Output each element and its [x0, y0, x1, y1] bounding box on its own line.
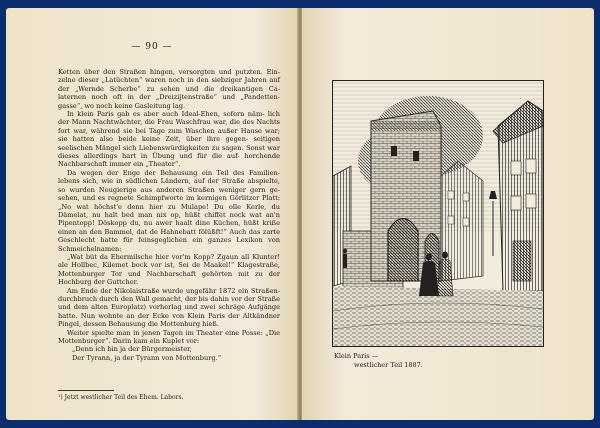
page-number: — 90 —	[131, 42, 173, 52]
street-scene-illustration	[332, 80, 544, 347]
paragraph: In klein Paris gab es aber auch Ideal-Ehen, sofern näm- lich der Mann Nachtwächter, die Frau Waschfrau war, die des Nachts fort war, während sie bei Tage zum Waschen außer Hause war; sie hatten also beide keine Zeit, über ihre gegen- seitigen seelischen Mängel sich Liebenswürdigkeiten zu sagen. Sonst war dieses allerdings hart in Übung und für die auf- horchende Nachbarschaft immer ein „Theater“.	[58, 110, 280, 169]
footnote: ¹) Jetzt westlicher Teil des Ehem. Labors.	[58, 394, 184, 401]
verse-line: „Denn ich bin ja der Bürgermeister,	[72, 345, 192, 354]
illustration-caption	[334, 352, 423, 369]
paragraph: Da wegen der Enge der Behausung ein Teil des Familien- lebens sich, wie in südlichen Ländern, auf der Straße abspielte, so wurden Neugierige aus anderen Straßen weniger gern ge- sehen, und es regnete Schimpfworte im kernigen Görlitzer Platt: „No wat höchst'e denn hier zu Mulape! Du olle Kerle, du Dämelat, nu halt bed man nix op, hüßt chiffet nock wat an'n Pipentopp! Döskopp du, nu awer haalt dine Küchen, hüßt kriße einen an den Bammel, dat de Hahnebatt fölüßft!“ Auch das zarte Geschlecht hatte für feinsgeglichen ein ganzes Lexikon von Schmeichelnamen:	[58, 168, 280, 253]
caption-line: westlicher Teil 1887.	[354, 360, 423, 369]
paragraph: Ketten über den Straßen hingen, versorgten und putzten. Ein- zelne dieser „Latüchten“ waren noch in den siebziger Jahren auf der „Wernde Scherbe“ zu sehen und die dreikantigen Ca- laternen noch oft in der „Dreizijtenstraße“ und „Pandetten- gasse“, wo noch keine Gasleitung lag.	[58, 68, 280, 110]
right-page	[302, 8, 594, 420]
paragraph: Am Ende der Nikolaistraße wurde ungefähr 1872 ein Straßen- durchbruch durch den Wall gemacht, der bis dahin vor der Straße und dem alten Europlatz) vorherlag und zwei schräge Aufgänge hatte. Nun wohnte an der Ecke von Klein Paris der Altkändner Pingel, dessen Behausung die Mottenburg hieß.	[58, 286, 280, 329]
paragraph: Weiter spielte man in jenen Tagen im Theater eine Posse: „Die Mottenburger“. Darin kam ein Kuplet vor:	[58, 328, 280, 345]
caption-line: Klein Paris —	[334, 352, 379, 360]
footnote-rule	[58, 390, 114, 391]
left-page	[6, 8, 298, 420]
paragraph: „Wat büt da Ehermilsche hier vor'm Kopp? Zgaun all Klunter! ale Hollbec, Kilemet bock vor ist, Sei de Maakel!“ Klagestraße, Mottenburger Tor und Nachbarschaft gehörten mit zu der Hochburg der Guttcher.	[58, 252, 280, 287]
verse-line: Der Tyrann, ja der Tyrann von Mottenburg.“	[72, 353, 222, 362]
body-text	[58, 68, 280, 362]
